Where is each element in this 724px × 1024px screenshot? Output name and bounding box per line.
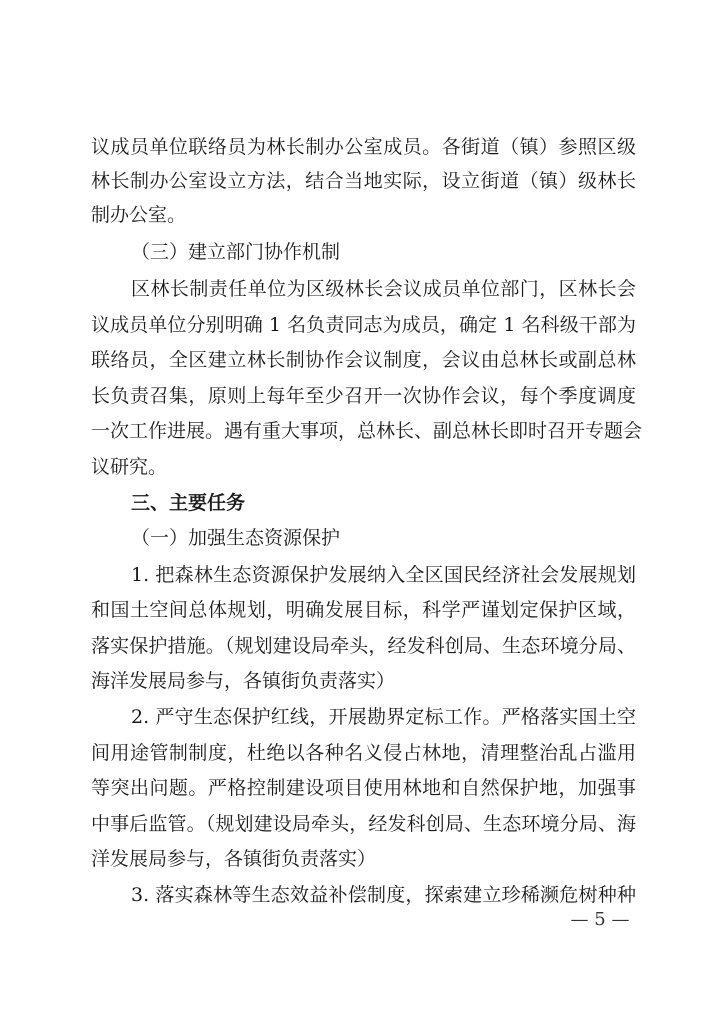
text-line: 林长制办公室设立方法，结合当地实际，设立街道（镇）级林长 — [91, 170, 636, 192]
page-number: — 5 — — [570, 909, 630, 930]
section-heading: 三、主要任务 — [131, 492, 246, 514]
text-line: 区林长制责任单位为区级林长会议成员单位部门，区林长会 — [131, 278, 636, 300]
subsection-heading: （一）加强生态资源保护 — [131, 527, 341, 549]
text-line: 议研究。 — [91, 456, 168, 478]
text-line: 中事后监管。（规划建设局牵头，经发科创局、生态环境分局、海 — [91, 813, 636, 835]
text-line: 2. 严守生态保护红线，开展勘界定标工作。严格落实国土空 — [131, 706, 636, 728]
text-line: 和国土空间总体规划，明确发展目标，科学严谨划定保护区域， — [91, 599, 636, 621]
text-line: 等突出问题。严格控制建设项目使用林地和自然保护地，加强事 — [91, 777, 636, 799]
text-line: 1. 把森林生态资源保护发展纳入全区国民经济社会发展规划 — [131, 564, 636, 586]
text-line: 一次工作进展。遇有重大事项，总林长、副总林长即时召开专题会 — [91, 420, 643, 442]
text-line: 联络员，全区建立林长制协作会议制度，会议由总林长或副总林 — [91, 349, 636, 371]
text-line: 洋发展局参与，各镇街负责落实） — [91, 848, 377, 870]
text-line: 长负责召集，原则上每年至少召开一次协作会议，每个季度调度 — [91, 385, 636, 407]
text-line: 落实保护措施。（规划建设局牵头，经发科创局、生态环境分局、 — [91, 635, 636, 657]
text-line: 海洋发展局参与，各镇街负责落实） — [91, 670, 396, 692]
text-line: 3. 落实森林等生态效益补偿制度，探索建立珍稀濒危树种种 — [131, 884, 636, 906]
subsection-heading: （三）建立部门协作机制 — [131, 241, 341, 263]
text-line: 制办公室。 — [91, 204, 187, 226]
text-line: 议成员单位分别明确 1 名负责同志为成员，确定 1 名科级干部为 — [91, 314, 636, 336]
text-line: 间用途管制制度，杜绝以各种名义侵占林地，清理整治乱占滥用 — [91, 742, 636, 764]
text-line: 议成员单位联络员为林长制办公室成员。各街道（镇）参照区级 — [91, 136, 636, 158]
